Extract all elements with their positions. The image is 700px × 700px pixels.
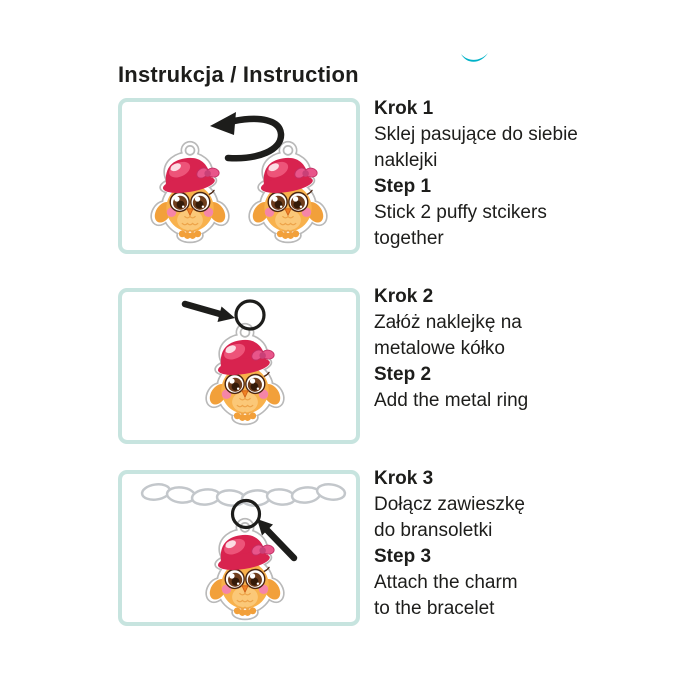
step-heading: Step 3: [374, 546, 432, 567]
krok-heading: Krok 2: [374, 286, 434, 307]
instruction-line: naklejki: [374, 150, 438, 171]
chain-icon: [141, 483, 346, 507]
teal-mark-icon: [460, 50, 490, 66]
step-heading: Step 2: [374, 364, 432, 385]
instruction-line: Add the metal ring: [374, 390, 529, 411]
step1-illustration: [122, 102, 356, 250]
pointer-arrow-icon: [185, 304, 235, 322]
instruction-line: together: [374, 228, 444, 249]
krok-heading: Krok 3: [374, 468, 434, 489]
instruction-line: Attach the charm: [374, 572, 518, 593]
step1-panel: [118, 98, 360, 254]
step2-illustration: [122, 292, 356, 440]
owl-charm-icon: [147, 142, 233, 243]
page-title: Instrukcja / Instruction: [118, 62, 359, 87]
krok-heading: Krok 1: [374, 98, 434, 119]
step-heading: Step 1: [374, 176, 432, 197]
step3-panel: [118, 470, 360, 626]
step2-text: [374, 284, 614, 414]
instruction-line: metalowe kółko: [374, 338, 505, 359]
owl-charm-icon: [202, 324, 288, 425]
instruction-line: Sklej pasujące do siebie: [374, 124, 578, 145]
step1-text: [374, 96, 614, 252]
step3-illustration: [122, 474, 356, 622]
step3-text: [374, 466, 614, 622]
instruction-line: do bransoletki: [374, 520, 493, 541]
instruction-line: Stick 2 puffy stcikers: [374, 202, 547, 223]
instruction-line: to the bracelet: [374, 598, 495, 619]
flip-arrow-icon: [210, 112, 281, 158]
instruction-line: Dołącz zawieszkę: [374, 494, 525, 515]
instruction-line: Załóż naklejkę na: [374, 312, 522, 333]
step2-panel: [118, 288, 360, 444]
